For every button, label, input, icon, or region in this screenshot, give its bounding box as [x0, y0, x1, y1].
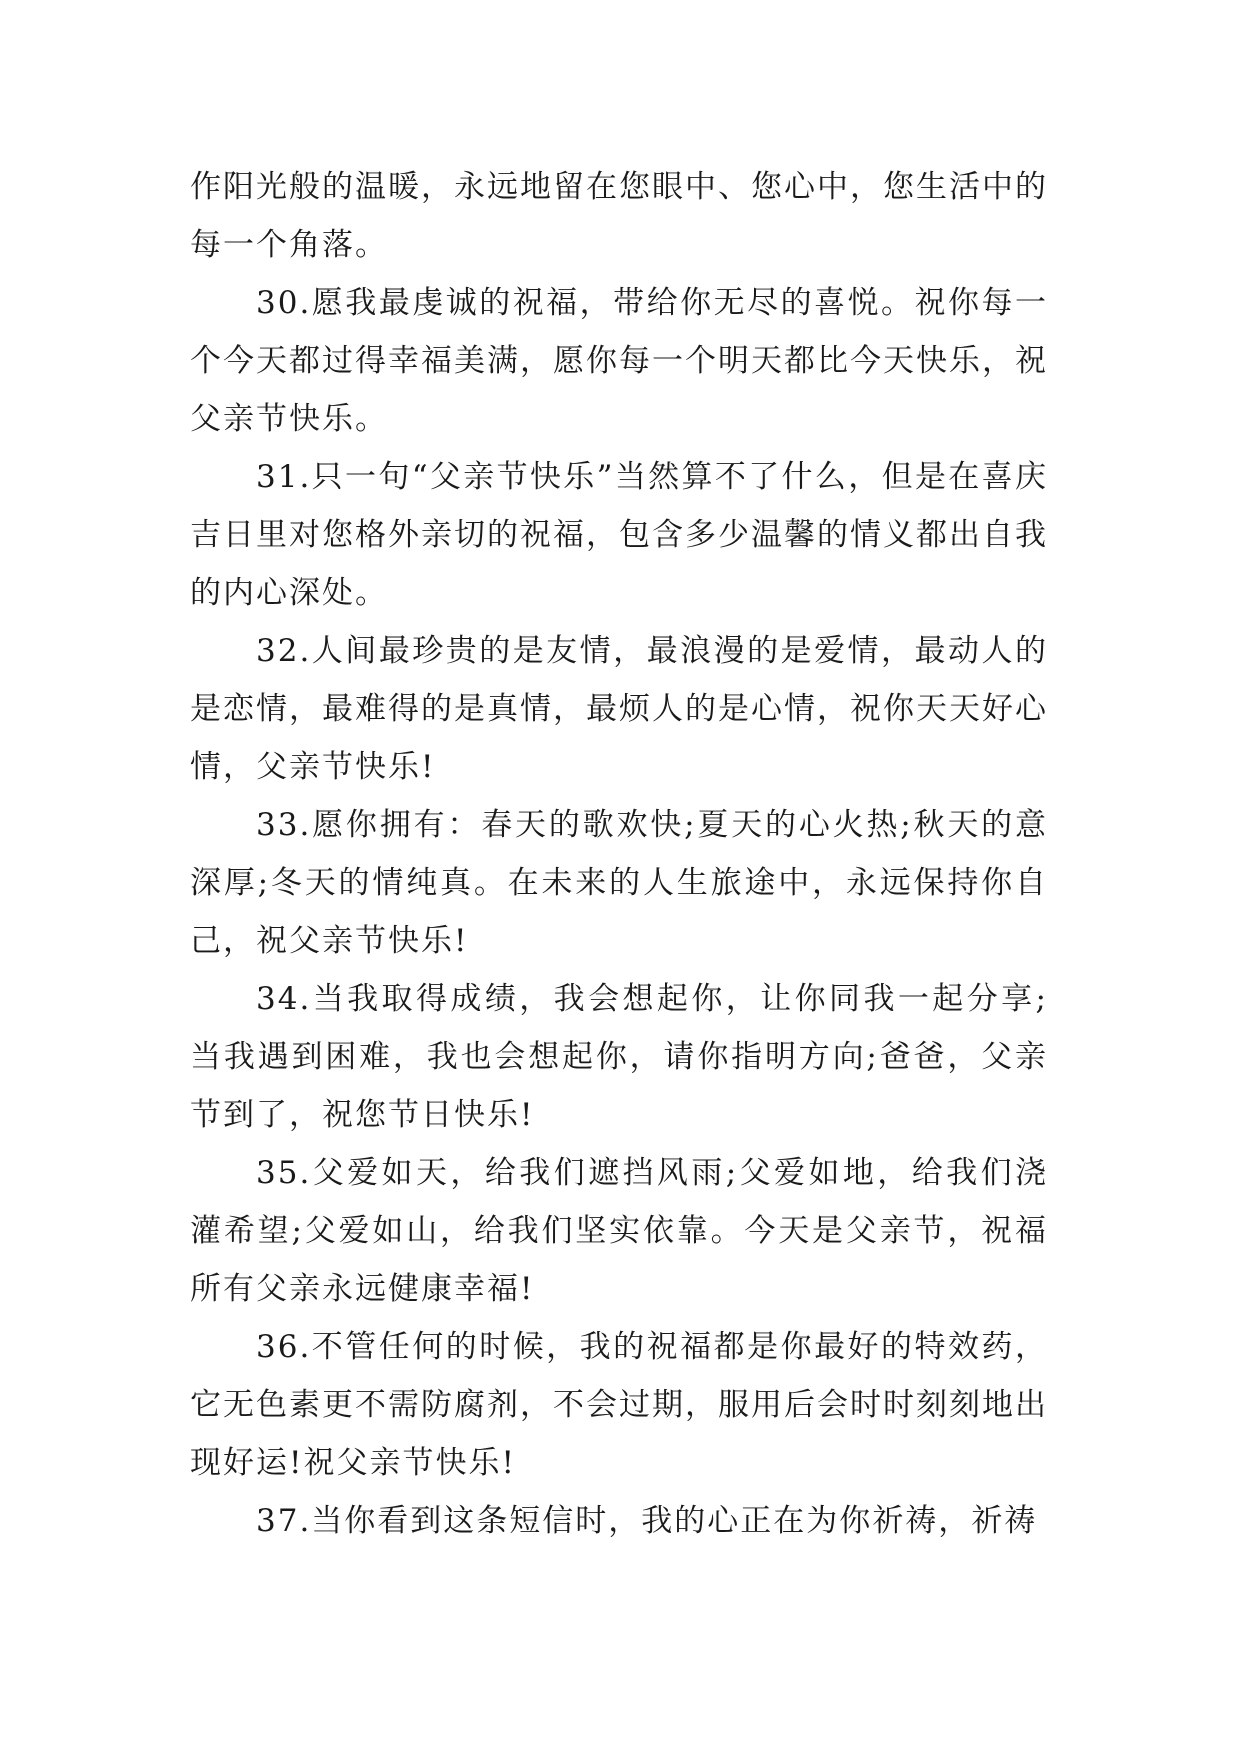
- paragraph-item-32: 32.人间最珍贵的是友情，最浪漫的是爱情，最动人的是恋情，最难得的是真情，最烦人的是心情，祝你天天好心情，父亲节快乐!: [190, 633, 1048, 785]
- paragraph-item-30: 30.愿我最虔诚的祝福，带给你无尽的喜悦。祝你每一个今天都过得幸福美满，愿你每一个明天都比今天快乐，祝父亲节快乐。: [190, 285, 1048, 437]
- paragraph-continuation: 作阳光般的温暖，永远地留在您眼中、您心中，您生活中的每一个角落。: [190, 169, 1048, 263]
- paragraph-item-34: 34.当我取得成绩，我会想起你，让你同我一起分享;当我遇到困难，我也会想起你，请你指明方向;爸爸，父亲节到了，祝您节日快乐!: [190, 981, 1048, 1133]
- document-body: [190, 158, 1048, 1550]
- paragraph-item-33: 33.愿你拥有：春天的歌欢快;夏天的心火热;秋天的意深厚;冬天的情纯真。在未来的人生旅途中，永远保持你自己，祝父亲节快乐!: [190, 807, 1048, 959]
- paragraph-item-31: 31.只一句“父亲节快乐”当然算不了什么，但是在喜庆吉日里对您格外亲切的祝福，包含多少温馨的情义都出自我的内心深处。: [190, 459, 1048, 611]
- paragraph-item-36: 36.不管任何的时候，我的祝福都是你最好的特效药，它无色素更不需防腐剂，不会过期，服用后会时时刻刻地出现好运!祝父亲节快乐!: [190, 1329, 1048, 1481]
- paragraph-item-35: 35.父爱如天，给我们遮挡风雨;父爱如地，给我们浇灌希望;父爱如山，给我们坚实依靠。今天是父亲节，祝福所有父亲永远健康幸福!: [190, 1155, 1048, 1307]
- paragraph-item-37: 37.当你看到这条短信时，我的心正在为你祈祷，祈祷: [256, 1503, 1038, 1539]
